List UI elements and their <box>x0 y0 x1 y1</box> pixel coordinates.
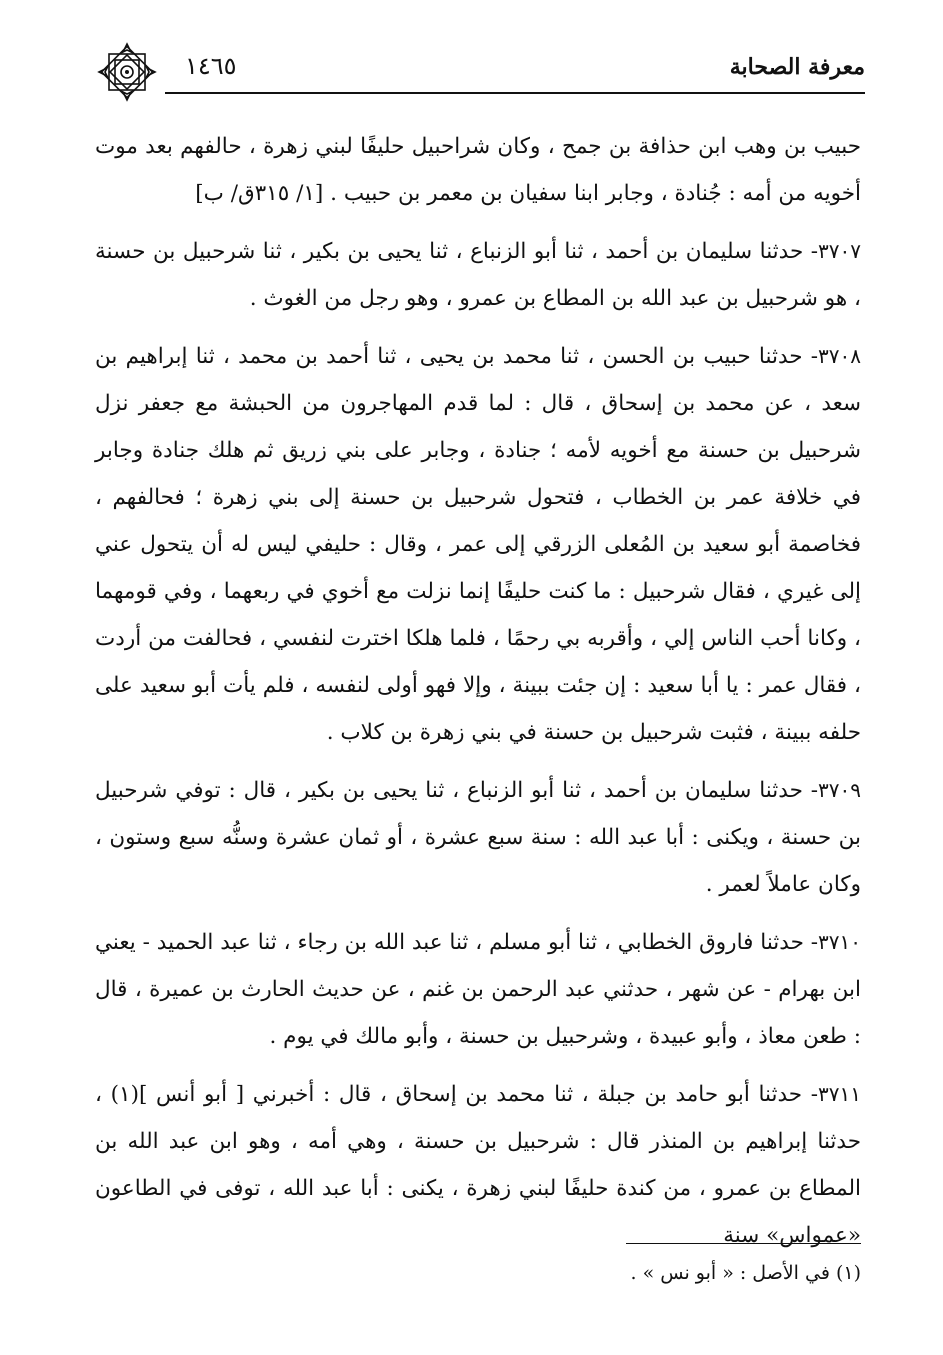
hadith-text: حدثنا فاروق الخطابي ، ثنا أبو مسلم ، ثنا عبد الله بن رجاء ، ثنا عبد الحميد - يعني ابن بهرام - عن شهر ، حدثني عبد الرحمن بن غنم ، عن حديث الحارث بن عميرة ، قال : طعن معاذ ، وأبو عبيدة ، وشرحبيل بن حسنة ، وأبو مالك في يوم . <box>95 930 861 1049</box>
hadith-3709: ٣٧٠٩- حدثنا سليمان بن أحمد ، ثنا أبو الزنباع ، ثنا يحيى بن بكير ، قال : توفي شرحبيل بن حسنة ، ويكنى : أبا عبد الله : سنة سبع عشرة ، أو ثمان عشرة وسنُّه سبع وستون ، وكان عاملاً لعمر . <box>95 778 861 897</box>
header-rule <box>165 92 865 94</box>
paragraph-text: حبيب بن وهب ابن حذافة بن جمح ، وكان شراحبيل حليفًا لبني زهرة ، حالفهم بعد موت أخويه من أمه : جُنادة ، وجابر ابنا سفيان بن معمر بن حبيب . [١/ ٣١٥ق/ ب] <box>95 134 861 206</box>
hadith-number: ٣٧٠٧ <box>818 239 861 263</box>
hadith-3711: ٣٧١١- حدثنا أبو حامد بن جبلة ، ثنا محمد بن إسحاق ، قال : أخبرني [ أبو أنس ](١) ، حدثنا إبراهيم بن المنذر قال : شرحبيل بن حسنة ، وهي أمه ، وهو ابن عبد الله بن المطاع بن عمرو ، من كندة حليفًا لبني زهرة ، يكنى : أبا عبد الله ، توفى في الطاعون «عمواس» سنة <box>95 1082 862 1248</box>
paragraph-continuation <box>95 123 861 217</box>
hadith-number: ٣٧٠٩ <box>818 778 861 802</box>
hadith-text: حدثنا سليمان بن أحمد ، ثنا أبو الزنباع ، ثنا يحيى بن بكير ، ثنا شرحبيل بن حسنة ، هو شرحبيل بن عبد الله بن المطاع بن عمرو ، وهو رجل من الغوث . <box>95 239 861 311</box>
octagram-ornament-icon <box>95 40 159 104</box>
hadith-text: حدثنا حبيب بن الحسن ، ثنا محمد بن يحيى ، ثنا أحمد بن محمد ، ثنا إبراهيم بن سعد ، عن محمد بن إسحاق ، قال : لما قدم المهاجرون من الحبشة مع جعفر نزل شرحبيل بن حسنة مع أخويه لأمه ؛ جنادة ، وجابر على بني زريق ثم هلك جنادة وجابر في خلافة عمر بن الخطاب ، فتحول شرحبيل بن حسنة إلى بني زهرة ؛ فحالفهم ، فخاصمة أبو سعيد بن المُعلى الزرقي إلى عمر ، وقال : حليفي ليس له أن يتحول عني إلى غيري ، فقال شرحبيل : ما كنت حليفًا إنما نزلت مع أخوي في ربعهما ، وفي قومهما ، وكانا أحب الناس إلي ، وأقربه بي رحمًا ، فلما هلكا اخترت لنفسي ، فحالفت من أردت ، فقال عمر : يا أبا سعيد : إن جئت ببينة ، وإلا فهو أولى لنفسه ، فلم يأت أبو سعيد على حلفه ببينة ، فثبت شرحبيل بن حسنة في بني زهرة بن كلاب . <box>95 344 861 745</box>
main-text <box>95 123 861 1270</box>
hadith-3710: ٣٧١٠- حدثنا فاروق الخطابي ، ثنا أبو مسلم ، ثنا عبد الله بن رجاء ، ثنا عبد الحميد - يعني ابن بهرام - عن شهر ، حدثني عبد الرحمن بن غنم ، عن حديث الحارث بن عميرة ، قال : طعن معاذ ، وأبو عبيدة ، وشرحبيل بن حسنة ، وأبو مالك في يوم . <box>95 930 861 1049</box>
hadith-text: حدثنا سليمان بن أحمد ، ثنا أبو الزنباع ، ثنا يحيى بن بكير ، قال : توفي شرحبيل بن حسنة ، ويكنى : أبا عبد الله : سنة سبع عشرة ، أو ثمان عشرة وسنُّه سبع وستون ، وكان عاملاً لعمر . <box>95 778 861 897</box>
hadith-3708: ٣٧٠٨- حدثنا حبيب بن الحسن ، ثنا محمد بن يحيى ، ثنا أحمد بن محمد ، ثنا إبراهيم بن سعد ، عن محمد بن إسحاق ، قال : لما قدم المهاجرون من الحبشة مع جعفر نزل شرحبيل بن حسنة مع أخويه لأمه ؛ جنادة ، وجابر على بني زريق ثم هلك جنادة وجابر في خلافة عمر بن الخطاب ، فتحول شرحبيل بن حسنة إلى بني زهرة ؛ فحالفهم ، فخاصمة أبو سعيد بن المُعلى الزرقي إلى عمر ، وقال : حليفي ليس له أن يتحول عني إلى غيري ، فقال شرحبيل : ما كنت حليفًا إنما نزلت مع أخوي في ربعهما ، وفي قومهما ، وكانا أحب الناس إلي ، وأقربه بي رحمًا ، فلما هلكا اخترت لنفسي ، فحالفت من أردت ، فقال عمر : يا أبا سعيد : إن جئت ببينة ، وإلا فهو أولى لنفسه ، فلم يأت أبو سعيد على حلفه ببينة ، فثبت شرحبيل بن حسنة في بني زهرة بن كلاب . <box>95 344 861 745</box>
hadith-3707: ٣٧٠٧- حدثنا سليمان بن أحمد ، ثنا أبو الزنباع ، ثنا يحيى بن بكير ، ثنا شرحبيل بن حسنة ، هو شرحبيل بن عبد الله بن المطاع بن عمرو ، وهو رجل من الغوث . <box>95 239 861 311</box>
running-title: معرفة الصحابة <box>729 54 865 80</box>
hadith-number: ٣٧١٠ <box>818 930 861 954</box>
hadith-number: ٣٧١١ <box>818 1082 862 1106</box>
footnote-rule <box>626 1243 861 1244</box>
page-number: ١٤٦٥ <box>185 52 237 80</box>
footnote: (١) في الأصل : « أبو نس » . <box>630 1262 861 1284</box>
hadith-text: حدثنا أبو حامد بن جبلة ، ثنا محمد بن إسحاق ، قال : أخبرني [ أبو أنس ](١) ، حدثنا إبراهيم بن المنذر قال : شرحبيل بن حسنة ، وهي أمه ، وهو ابن عبد الله بن المطاع بن عمرو ، من كندة حليفًا لبني زهرة ، يكنى : أبا عبد الله ، توفى في الطاعون «عمواس» سنة <box>95 1082 862 1248</box>
hadith-number: ٣٧٠٨ <box>818 344 861 368</box>
page-header <box>95 40 865 100</box>
